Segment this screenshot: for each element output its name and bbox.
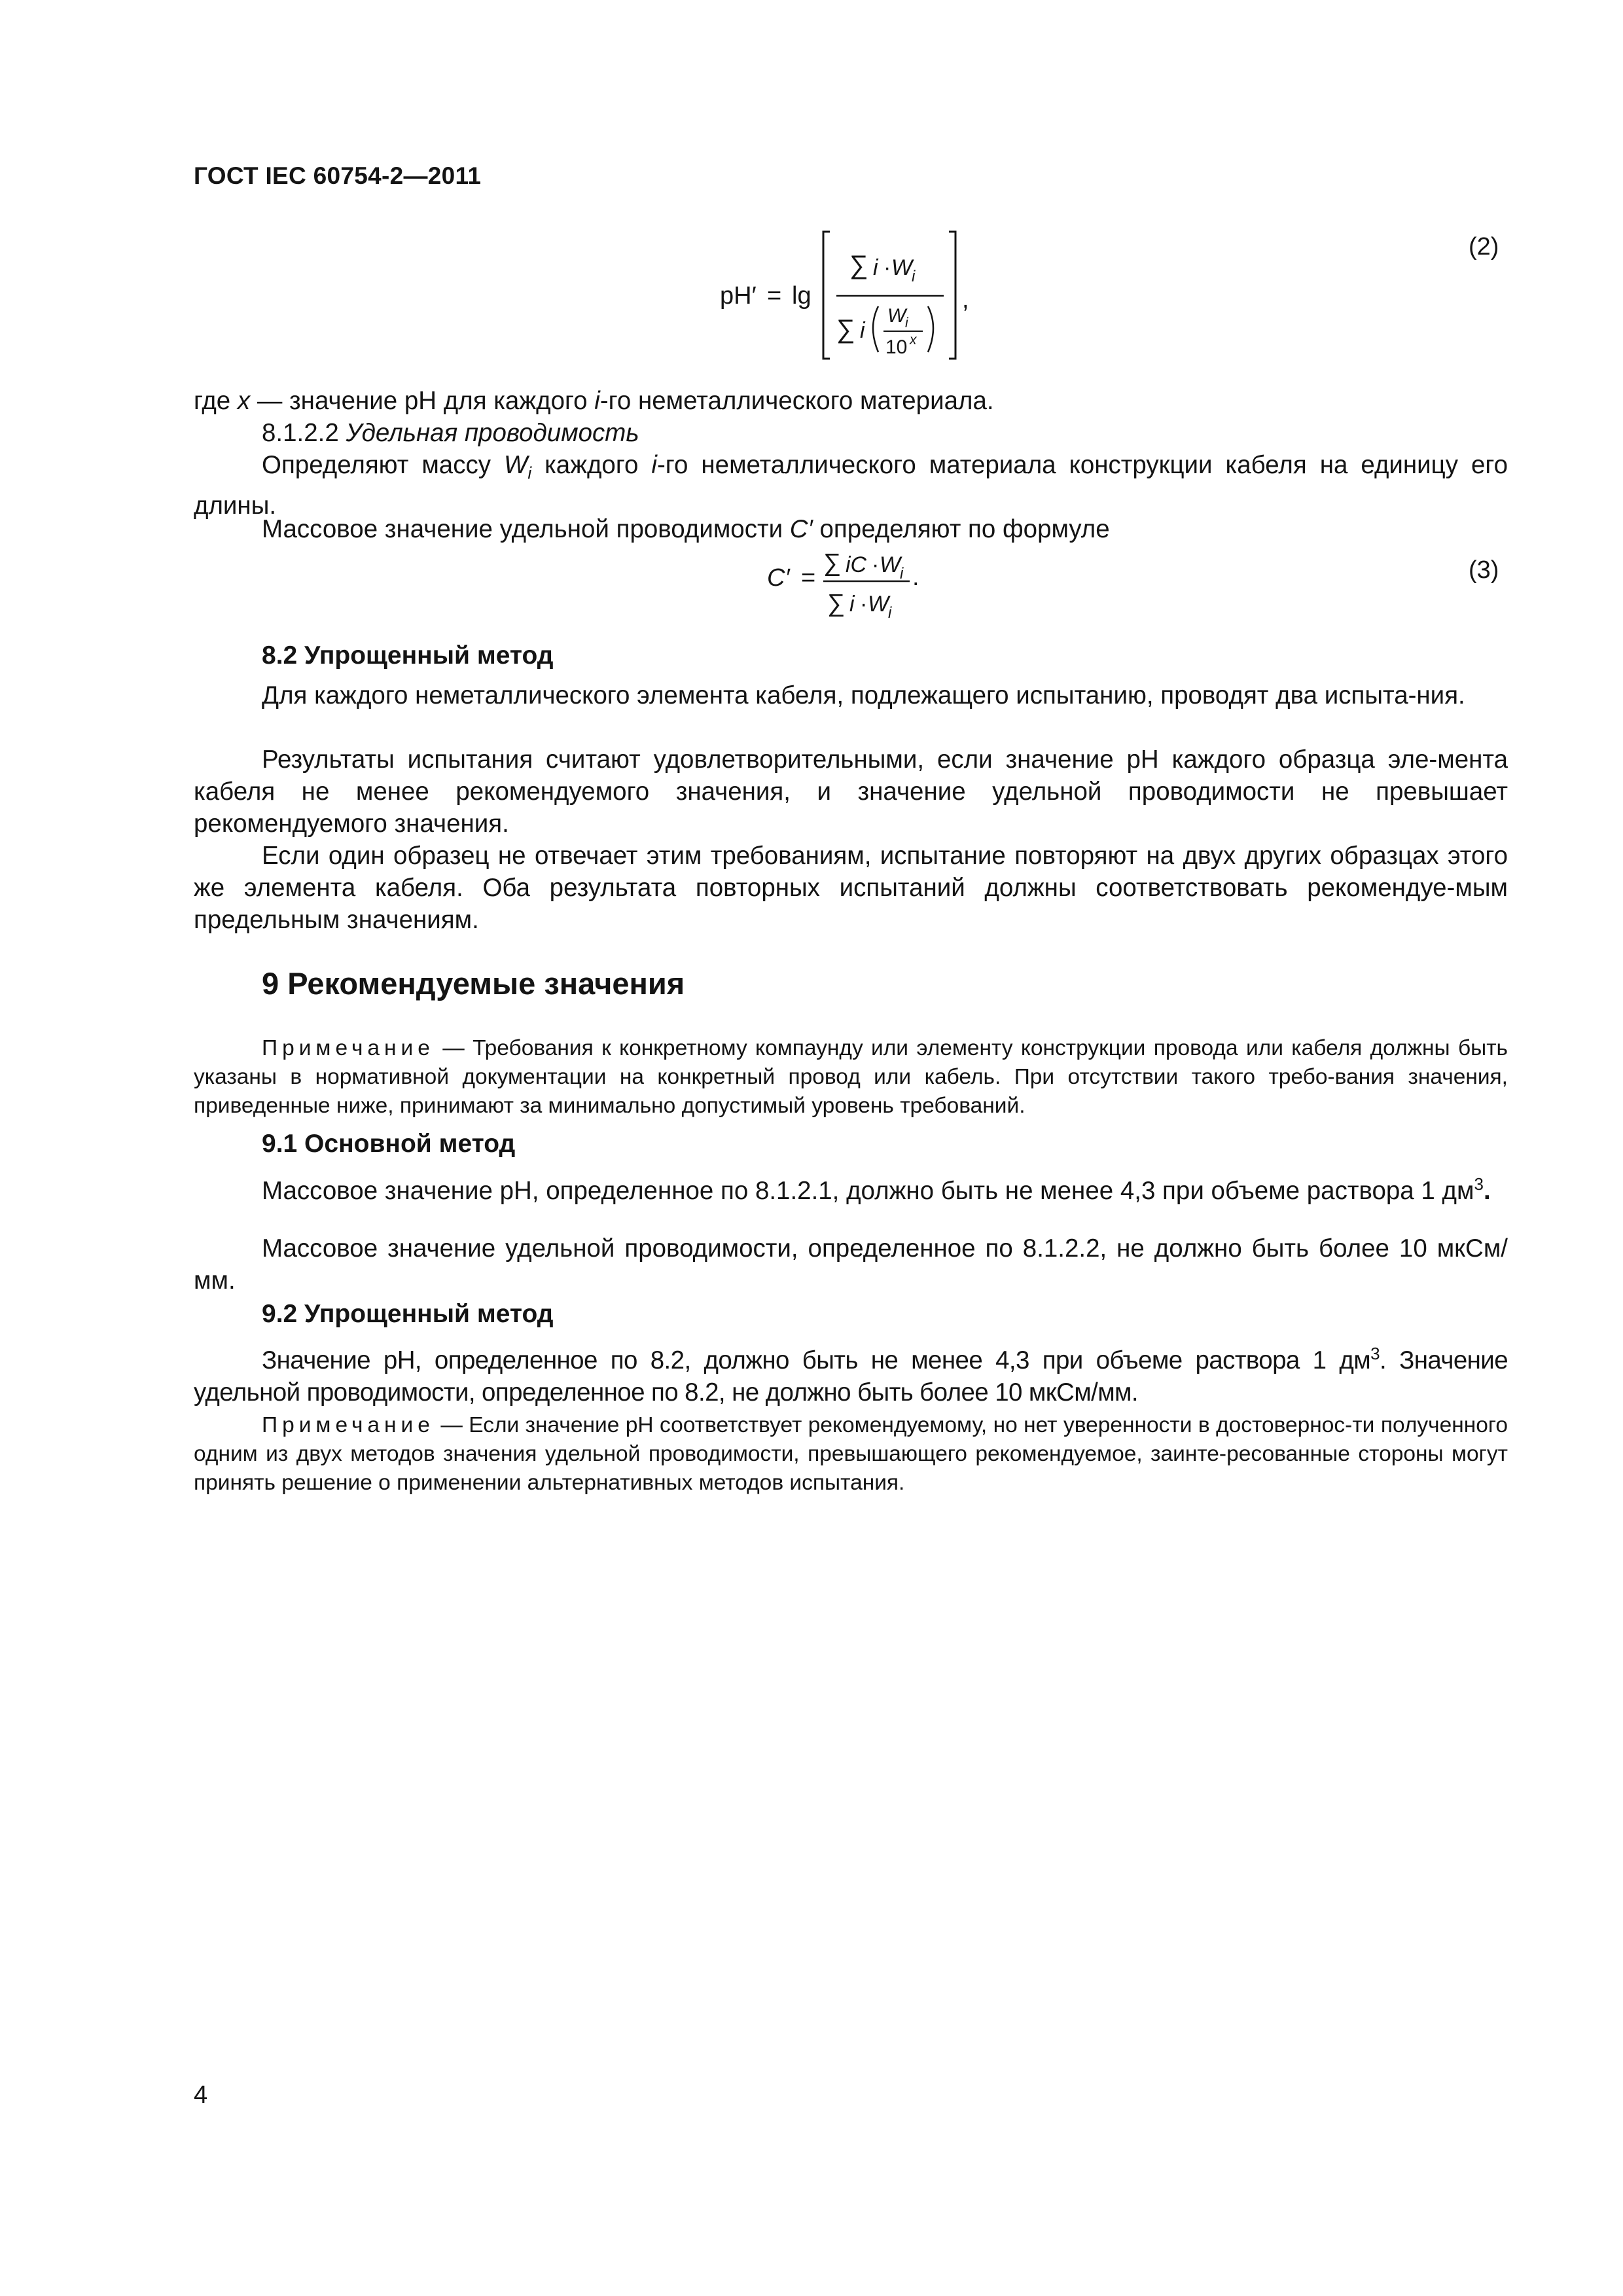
formula-2-eq: = [767,282,782,310]
section-number: 8.1.2.2 [262,419,346,447]
paragraph-9-1-2: Массовое значение удельной проводимости, определенное по 8.1.2.2, не должно быть более 10 мкСм/мм. [194,1234,1508,1295]
document-header: ГОСТ IEC 60754-2—2011 [194,162,482,189]
formula-3-sub: i [900,565,904,583]
formula-2-dot: · [883,255,891,280]
paragraph-8-2-2: Результаты испытания считают удовлетворительными, если значение рН каждого образца эле-мента кабеля не менее рекомендуемого значения, и значение удельной проводимости не превышает рекомендуемого значения. [194,745,1508,838]
section-8-2-title: 8.2 Упрощенный метод [262,641,554,670]
note-dash: — [434,1413,469,1437]
where-rest1: — значение рН для каждого [250,387,595,415]
formula-2-sub-i-2: i [905,315,908,331]
where-x: x [237,387,251,415]
section-title: Удельная проводимость [346,419,639,447]
paragraph-mass [194,449,1508,522]
note-text: Требования к конкретному компаунду или элементу конструкции провода или кабеля должны быть указаны в нормативной документации на конкретный провод или кабель. При отсутствии такого требо-вания значения, приведенные ниже, принимают за минимально допустимый уровень требований. [194,1036,1508,1118]
sum-sign: ∑ [836,315,855,344]
formula-2-i-2: i [860,318,865,343]
note-1 [194,1034,1508,1121]
cond-t2: определяют по формуле [812,515,1110,543]
formula-2-lg: lg [792,282,812,310]
formula-2-ten: 10 [885,336,908,358]
cond-t1: Массовое значение удельной проводимости [262,515,790,543]
note-label: Примечание [262,1413,435,1437]
formula-3-eq: = [801,564,816,592]
left-paren [873,306,878,352]
paragraph-conductivity [262,513,1110,545]
equation-number-3: (3) [1469,556,1499,584]
sum-sign: ∑ [827,590,846,617]
section-9-title: 9 Рекомендуемые значения [262,966,685,1001]
sum-sign: ∑ [849,251,868,279]
paragraph-9-1-1 [194,1168,1508,1207]
mass-W: W [503,451,528,479]
formula-3-lhs: C′ [767,564,790,592]
mass-i: i [651,451,657,479]
formula-3-dot-2: · [860,592,868,617]
formula-3-W-2: W [868,592,889,617]
p92-t1: Значение рН, определенное по 8.2, должно быть не менее 4,3 при объеме раствора 1 дм [262,1346,1371,1374]
cond-C: C′ [789,515,813,543]
where-line [194,385,994,417]
formula-2-W: W [891,255,913,280]
mass-sub: i [527,463,532,483]
p92-sup: 3 [1370,1344,1380,1363]
p911-t2: . [1483,1176,1491,1205]
where-rest2: -го неметаллического материала. [599,387,994,415]
formula-2-lhs: pH′ [720,282,757,310]
note-2 [194,1411,1508,1498]
sum-sign: ∑ [823,549,842,577]
right-bracket [949,232,955,359]
where-prefix: где [194,387,238,415]
right-paren [928,306,933,352]
formula-2 [707,223,982,373]
equation-number-2: (2) [1469,233,1499,260]
note-dash: — [434,1036,473,1060]
formula-3 [759,543,955,628]
mass-t2: каждого [531,451,652,479]
note-label: Примечание [262,1036,435,1060]
formula-2-comma: , [962,286,969,314]
p92-t2: . Значение удельной проводимости, определенное по 8.2, не должно быть более 10 мкСм/мм. [194,1346,1508,1407]
formula-2-W-2: W [887,305,906,327]
formula-2-x: x [910,332,917,348]
formula-2-sub-i: i [912,268,916,285]
formula-3-i: i [849,592,855,617]
p911-sup: 3 [1474,1174,1484,1194]
formula-3-iC: iC [846,552,867,577]
paragraph-8-2-1: Для каждого неметаллического элемента кабеля, подлежащего испытанию, проводят два испыта-ния. [262,681,1465,709]
p911-t1: Массовое значение рН, определенное по 8.1.2.1, должно быть не менее 4,3 при объеме раствора 1 дм [262,1176,1474,1205]
formula-3-period: . [912,564,919,591]
page-number: 4 [194,2081,208,2109]
mass-t1: Определяют массу [262,451,504,479]
note-text: Если значение рН соответствует рекомендуемому, но нет уверенности в достовернос-ти полученного одним из двух методов значения удельной проводимости, превышающего рекомендуемое, заинте-ресованные стороны могут принять решение о применении альтернативных методов испытания. [194,1413,1508,1495]
formula-3-sub-2: i [888,604,892,622]
section-9-1-title: 9.1 Основной метод [262,1130,516,1158]
paragraph-8-2-3: Если один образец не отвечает этим требованиям, испытание повторяют на двух других образцах этого же элемента кабеля. Оба результата повторных испытаний должны соответствовать рекомендуе-мым предельным значениям. [194,842,1508,934]
formula-3-dot: · [872,552,880,577]
left-bracket [823,232,830,359]
formula-2-i: i [873,255,878,280]
formula-3-W: W [880,552,901,577]
paragraph-9-2 [194,1338,1508,1408]
mass-t3: -го неметаллического материала конструкции кабеля на единицу его длины. [194,451,1508,520]
section-8-1-2-2 [262,417,639,449]
section-9-2-title: 9.2 Упрощенный метод [262,1300,554,1328]
where-i: i [594,387,600,415]
